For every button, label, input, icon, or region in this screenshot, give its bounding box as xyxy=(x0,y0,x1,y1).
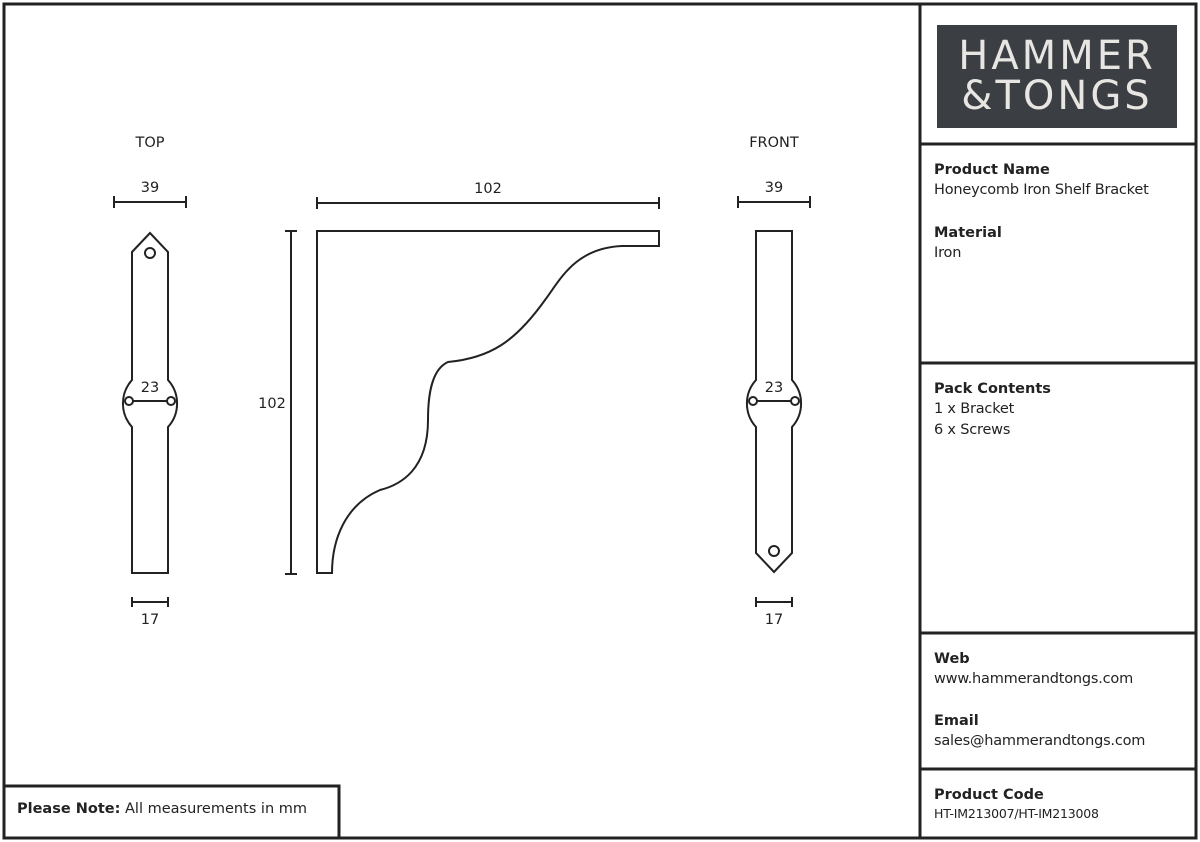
material-title: Material xyxy=(934,225,1002,241)
side-height-dimension: 102 xyxy=(258,396,286,412)
web-value[interactable]: www.hammerandtongs.com xyxy=(934,671,1134,687)
product-code-value: HT-IM213007/HT-IM213008 xyxy=(934,806,1099,821)
top-bracket-outline xyxy=(123,233,177,573)
product-code-title: Product Code xyxy=(934,787,1044,803)
front-center-dimension: 23 xyxy=(764,380,784,396)
pack-contents-title: Pack Contents xyxy=(934,381,1051,397)
front-hole-left xyxy=(749,397,757,405)
product-name-section xyxy=(934,160,1200,201)
front-screw-hole xyxy=(769,546,779,556)
side-length-dimension: 102 xyxy=(474,181,502,197)
material-value: Iron xyxy=(934,245,962,261)
side-view xyxy=(258,181,659,574)
top-center-dimension: 23 xyxy=(140,380,160,396)
top-width-dimension: 39 xyxy=(140,180,160,196)
top-hole-left xyxy=(125,397,133,405)
measurement-note xyxy=(17,801,307,817)
pack-item: 6 x Screws xyxy=(934,422,1011,438)
pack-item: 1 x Bracket xyxy=(934,401,1015,417)
web-title: Web xyxy=(934,651,970,667)
top-bottom-dimension: 17 xyxy=(140,612,160,628)
email-section xyxy=(934,711,1200,752)
brand-logo xyxy=(937,25,1177,128)
web-section xyxy=(934,649,1200,690)
side-bracket-outline xyxy=(317,231,659,573)
top-screw-hole xyxy=(145,248,155,258)
front-width-dimension: 39 xyxy=(764,180,784,196)
material-section xyxy=(934,223,1200,264)
note-label: Please Note: xyxy=(17,801,121,817)
logo-text-line1: HAMMER xyxy=(958,33,1156,79)
email-title: Email xyxy=(934,713,979,729)
product-name-value: Honeycomb Iron Shelf Bracket xyxy=(934,182,1149,198)
logo-text-line2: &TONGS xyxy=(961,73,1153,119)
product-name-title: Product Name xyxy=(934,162,1050,178)
note-text: All measurements in mm xyxy=(125,801,307,817)
front-hole-right xyxy=(791,397,799,405)
front-bottom-dimension: 17 xyxy=(764,612,784,628)
product-code-section xyxy=(934,785,1200,823)
top-view xyxy=(114,135,186,628)
front-view-label: FRONT xyxy=(749,135,799,151)
front-view xyxy=(738,135,810,628)
pack-contents-section xyxy=(934,379,1200,441)
email-value[interactable]: sales@hammerandtongs.com xyxy=(934,733,1146,749)
top-hole-right xyxy=(167,397,175,405)
top-view-label: TOP xyxy=(135,135,165,151)
